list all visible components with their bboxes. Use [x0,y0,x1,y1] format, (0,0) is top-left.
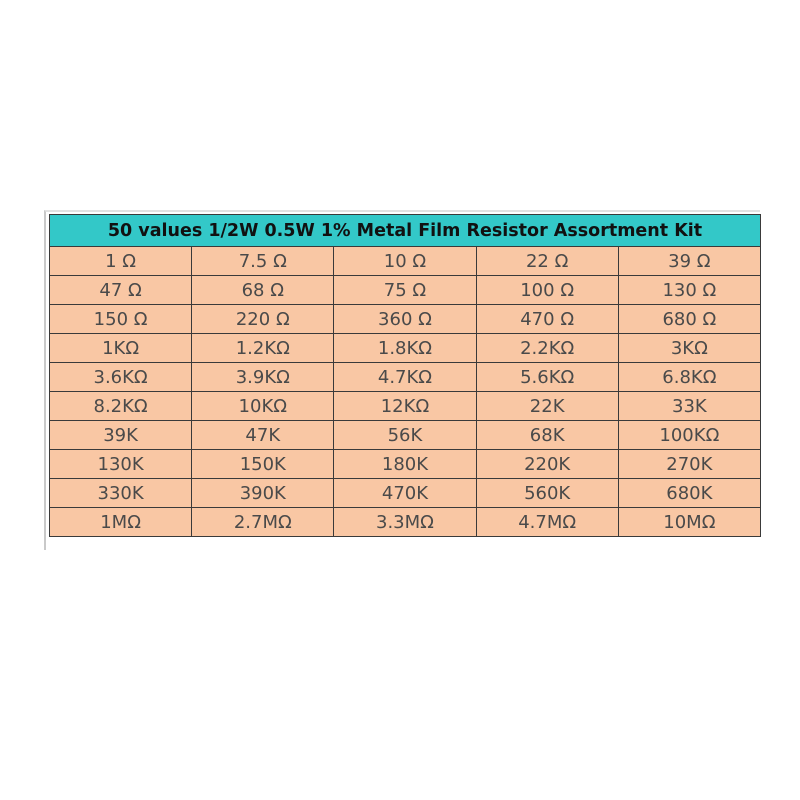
resistor-value-cell: 68 Ω [192,276,334,305]
resistor-value-cell: 180K [334,450,476,479]
resistor-value-cell: 4.7MΩ [476,508,618,537]
resistor-value-cell: 22K [476,392,618,421]
resistor-value-cell: 5.6KΩ [476,363,618,392]
resistor-value-cell: 68K [476,421,618,450]
resistor-value-cell: 39 Ω [618,247,760,276]
resistor-value-cell: 130K [50,450,192,479]
resistor-value-cell: 2.2KΩ [476,334,618,363]
resistor-value-cell: 3KΩ [618,334,760,363]
resistor-value-cell: 150K [192,450,334,479]
resistor-value-cell: 330K [50,479,192,508]
resistor-value-cell: 100 Ω [476,276,618,305]
resistor-value-cell: 22 Ω [476,247,618,276]
table-row [50,276,761,305]
resistor-value-cell: 12KΩ [334,392,476,421]
resistor-value-cell: 10 Ω [334,247,476,276]
table-title: 50 values 1/2W 0.5W 1% Metal Film Resistor Assortment Kit [50,215,761,247]
resistor-value-cell: 360 Ω [334,305,476,334]
table-row [50,508,761,537]
resistor-value-cell: 39K [50,421,192,450]
resistor-value-cell: 33K [618,392,760,421]
resistor-value-cell: 680 Ω [618,305,760,334]
resistor-value-cell: 220K [476,450,618,479]
resistor-value-cell: 390K [192,479,334,508]
table-row [50,334,761,363]
table-row [50,305,761,334]
resistor-value-cell: 3.6KΩ [50,363,192,392]
resistor-value-cell: 1KΩ [50,334,192,363]
table-row [50,363,761,392]
resistor-value-cell: 2.7MΩ [192,508,334,537]
resistor-value-cell: 3.3MΩ [334,508,476,537]
resistor-value-cell: 47 Ω [50,276,192,305]
resistor-value-cell: 7.5 Ω [192,247,334,276]
table-row [50,392,761,421]
table-row [50,421,761,450]
resistor-value-cell: 10KΩ [192,392,334,421]
resistor-value-cell: 8.2KΩ [50,392,192,421]
resistor-values-table [49,214,761,537]
resistor-value-cell: 4.7KΩ [334,363,476,392]
resistor-value-cell: 270K [618,450,760,479]
resistor-value-cell: 130 Ω [618,276,760,305]
table-header-row [50,215,761,247]
resistor-value-cell: 220 Ω [192,305,334,334]
resistor-value-cell: 560K [476,479,618,508]
table-row [50,247,761,276]
resistor-value-cell: 150 Ω [50,305,192,334]
table-row [50,479,761,508]
resistor-value-cell: 1MΩ [50,508,192,537]
table-body [50,247,761,537]
resistor-value-cell: 10MΩ [618,508,760,537]
resistor-value-cell: 3.9KΩ [192,363,334,392]
resistor-value-cell: 47K [192,421,334,450]
resistor-value-cell: 470K [334,479,476,508]
resistor-value-cell: 680K [618,479,760,508]
resistor-value-cell: 100KΩ [618,421,760,450]
resistor-value-cell: 56K [334,421,476,450]
resistor-value-cell: 1.8KΩ [334,334,476,363]
resistor-value-cell: 470 Ω [476,305,618,334]
resistor-value-cell: 75 Ω [334,276,476,305]
resistor-value-cell: 6.8KΩ [618,363,760,392]
table-row [50,450,761,479]
resistor-value-cell: 1.2KΩ [192,334,334,363]
resistor-value-cell: 1 Ω [50,247,192,276]
